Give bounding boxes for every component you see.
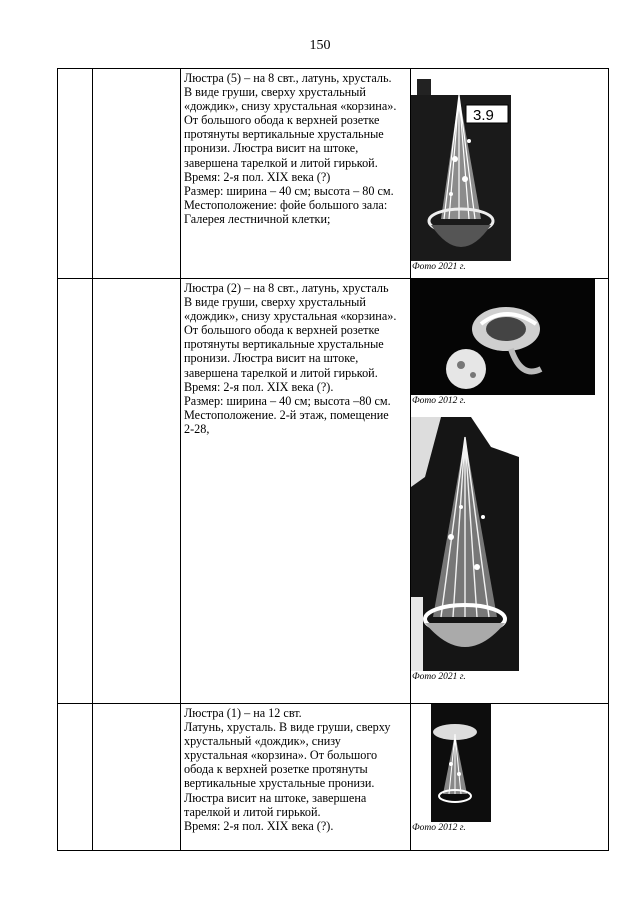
description-text — [181, 279, 410, 436]
table-row — [58, 279, 609, 704]
table-row — [58, 69, 609, 279]
number-cell — [58, 279, 93, 704]
description-line: вертикальные хрустальные пронизи. — [184, 776, 375, 791]
description-text — [181, 69, 410, 226]
page-number: 150 — [309, 38, 331, 53]
description-line: Люстра (1) – на 12 свт. — [184, 706, 302, 720]
chandelier-photo — [411, 417, 519, 671]
description-line: пронизи. Люстра висит на штоке, — [184, 141, 359, 156]
chandelier-photo — [411, 69, 511, 261]
number-cell — [58, 69, 93, 279]
description-line: «дождик», снизу хрустальная «корзина». — [184, 99, 397, 114]
description-line: Местоположение. 2-й этаж, помещение — [184, 407, 389, 422]
description-line: Галерея лестничной клетки; — [184, 211, 331, 226]
photo-caption: Фото 2021 г. — [412, 262, 466, 272]
description-cell — [181, 704, 411, 851]
description-line: хрустальная «корзина». От большого — [184, 748, 378, 763]
description-line: протянуты вертикальные хрустальные — [184, 127, 384, 142]
description-line: завершена тарелкой и литой гирькой. — [184, 365, 378, 380]
description-line: 2-28, — [184, 421, 210, 436]
description-line: Время: 2-я пол. XIX века (?). — [184, 379, 334, 394]
description-line: «дождик», снизу хрустальная «корзина». — [184, 309, 397, 324]
description-line: Местоположение: фойе большого зала: — [184, 197, 388, 212]
code-cell — [93, 704, 181, 851]
description-line: Люстра (2) – на 8 свт., латунь, хрусталь — [184, 281, 389, 295]
code-cell — [93, 69, 181, 279]
description-cell — [181, 69, 411, 279]
chandelier-detail-photo — [411, 279, 595, 395]
inventory-table — [57, 68, 609, 851]
description-text — [181, 704, 410, 833]
description-line: От большого обода к верхней розетке — [184, 323, 380, 338]
description-line: Размер: ширина – 40 см; высота – 80 см. — [184, 183, 394, 198]
description-line: протянуты вертикальные хрустальные — [184, 337, 384, 352]
chandelier-photo — [411, 704, 491, 822]
number-cell — [58, 704, 93, 851]
code-cell — [93, 279, 181, 704]
description-line: В виде груши, сверху хрустальный — [184, 295, 366, 310]
description-line: Люстра висит на штоке, завершена — [184, 790, 367, 805]
description-cell — [181, 279, 411, 704]
photo-cell — [411, 69, 609, 279]
description-line: тарелкой и литой гирькой. — [184, 804, 321, 819]
description-line: Латунь, хрусталь. В виде груши, сверху — [184, 720, 391, 735]
description-line: В виде груши, сверху хрустальный — [184, 85, 366, 100]
photo-caption: Фото 2021 г. — [412, 672, 466, 682]
description-line: Время: 2-я пол. XIX века (?) — [184, 169, 331, 184]
description-line: завершена тарелкой и литой гирькой. — [184, 155, 378, 170]
photo-cell — [411, 279, 609, 704]
table-row — [58, 704, 609, 851]
description-line: Время: 2-я пол. XIX века (?). — [184, 818, 334, 833]
description-line: Размер: ширина – 40 см; высота –80 см. — [184, 393, 391, 408]
description-line: Люстра (5) – на 8 свт., латунь, хрусталь. — [184, 71, 392, 85]
description-line: хрустальный «дождик», снизу — [184, 734, 341, 749]
description-line: обода к верхней розетке протянуты — [184, 762, 368, 777]
photo-cell — [411, 704, 609, 851]
description-line: пронизи. Люстра висит на штоке, — [184, 351, 359, 366]
photo-caption: Фото 2012 г. — [412, 823, 466, 833]
photo-caption: Фото 2012 г. — [412, 396, 466, 406]
sign-text: 3.9 — [473, 107, 494, 124]
description-line: От большого обода к верхней розетке — [184, 113, 380, 128]
